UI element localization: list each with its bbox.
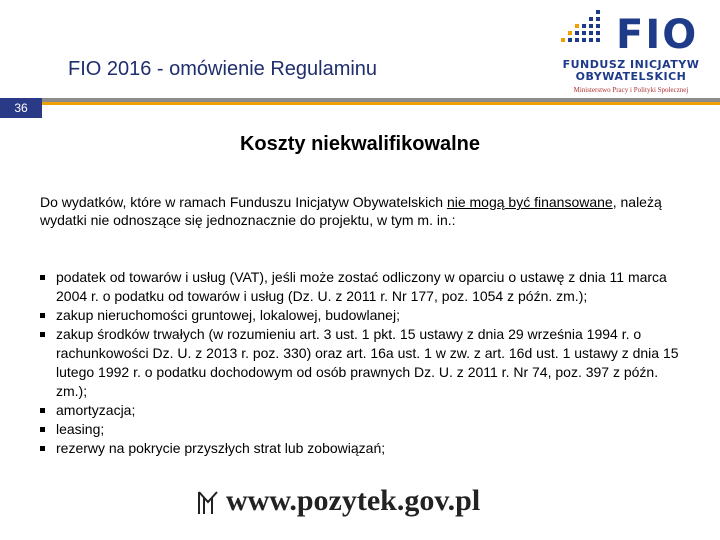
bullet-icon [40, 313, 45, 318]
fio-logo-mark: FIO [616, 12, 699, 58]
fio-logo-line1: FUNDUSZ INICJATYW [562, 58, 700, 71]
cost-list [40, 268, 680, 458]
slide-heading: Koszty niekwalifikowalne [239, 133, 481, 155]
slide-title: FIO 2016 - omówienie Regulaminu [68, 58, 378, 80]
intro-paragraph [40, 193, 676, 229]
footer [0, 480, 720, 530]
bullet-icon [40, 275, 45, 280]
list-item [40, 325, 680, 401]
list-item-text: zakup środków trwałych (w rozumieniu art. 3 ust. 1 pkt. 15 ustawy z dnia 29 września 1994 r. o rachunkowości Dz. U. z 2013 r. poz. 330) oraz art. 16a ust. 1 w zw. z art. 16d ust. 1 ustawy z dnia 15 lutego 1992 r. o podatku dochodowym od osób prawnych Dz. U. z 2011 r. Nr 74, poz. 397 z późn. zm.); [56, 326, 679, 399]
list-item-text: podatek od towarów i usług (VAT), jeśli może zostać odliczony w oparciu o ustawę z dnia 11 marca 2004 r. o podatku od towarów i usług (Dz. U. z 2011 r. Nr 177, poz. 1054 z późn. zm.); [56, 269, 667, 304]
list-item-text: amortyzacja; [56, 402, 136, 418]
bullet-icon [40, 446, 45, 451]
ministry-name: Ministerstwo Pracy i Polityki Społecznej [573, 86, 689, 94]
list-item [40, 420, 680, 439]
list-item-text: leasing; [56, 421, 105, 437]
header-bar [0, 98, 720, 118]
fio-dots-icon [556, 8, 606, 48]
header-bar-orange [0, 102, 720, 105]
fio-logo [556, 8, 706, 100]
intro-underlined: nie mogą być finansowane [446, 194, 613, 210]
list-item [40, 439, 680, 458]
intro-text-start: Do wydatków, które w ramach Funduszu Inicjatyw Obywatelskich [40, 194, 447, 210]
intro-text-end: , należą wydatki nie odnoszące się jednoznacznie do projektu, w tym m. in.: [40, 194, 662, 228]
bullet-icon [40, 427, 45, 432]
list-item [40, 268, 680, 306]
pozytek-logo-icon [196, 488, 220, 516]
footer-url-link[interactable]: www.pozytek.gov.pl [226, 484, 481, 517]
list-item-text: zakup nieruchomości gruntowej, lokalowej, budowlanej; [56, 307, 400, 323]
bullet-icon [40, 332, 45, 337]
list-item-text: rezerwy na pokrycie przyszłych strat lub zobowiązań; [56, 440, 386, 456]
list-item [40, 401, 680, 420]
fio-logo-line2: OBYWATELSKICH [575, 70, 687, 83]
list-item [40, 306, 680, 325]
slide-number: 36 [0, 98, 42, 118]
bullet-icon [40, 408, 45, 413]
